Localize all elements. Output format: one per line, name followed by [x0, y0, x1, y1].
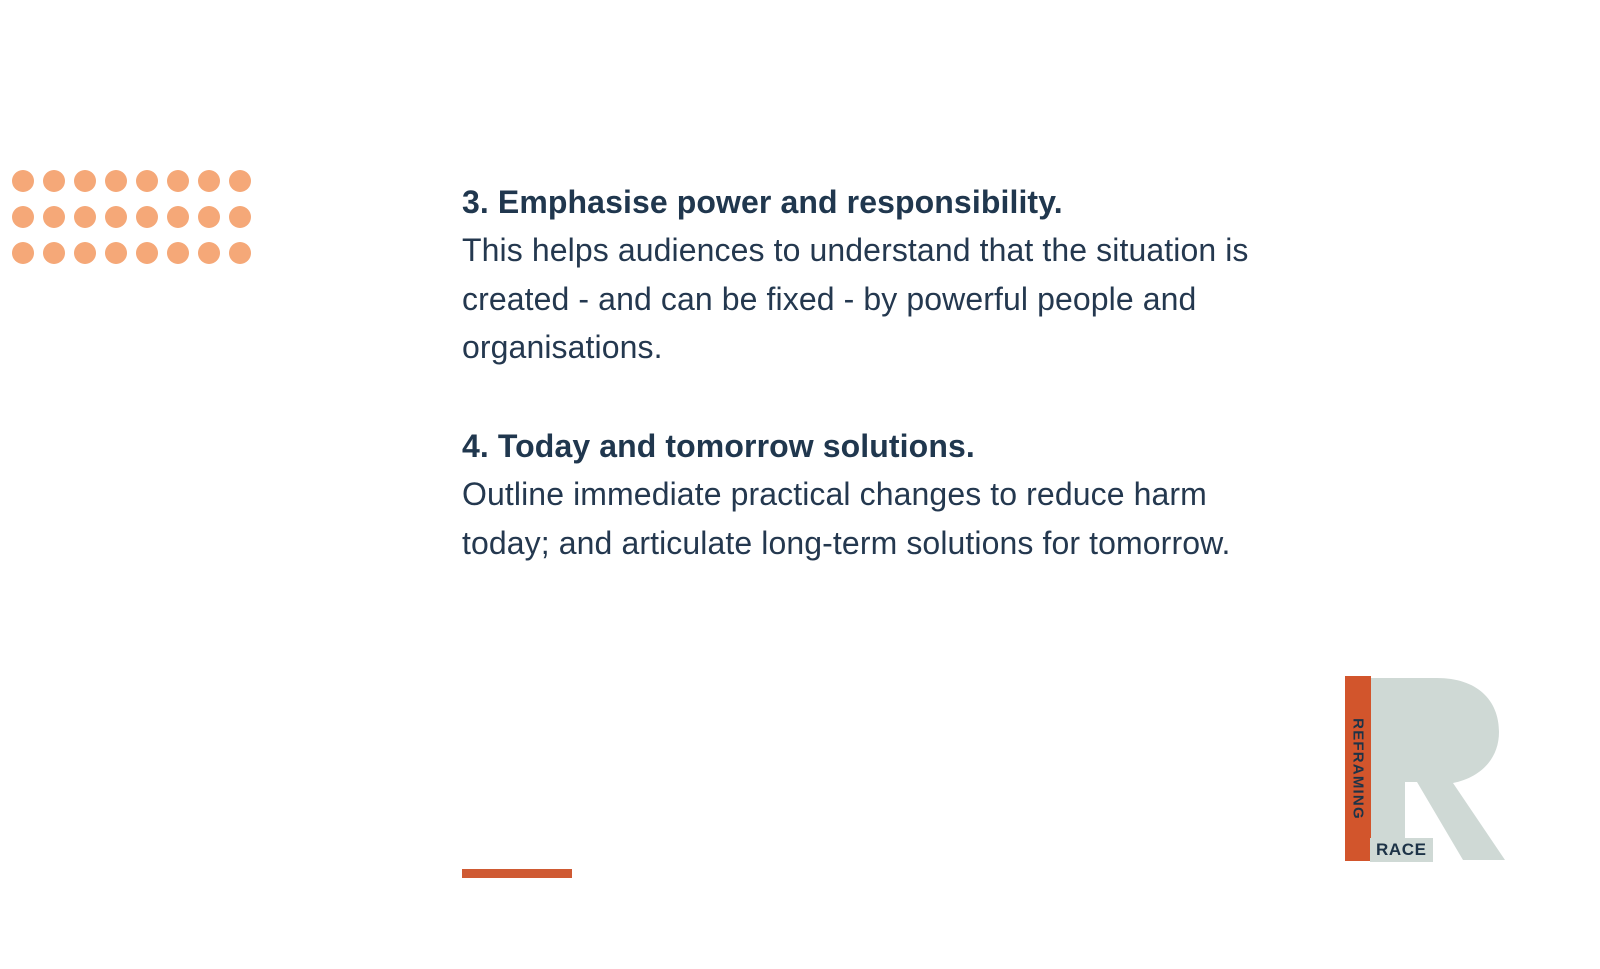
dot: [105, 206, 127, 228]
logo-vertical-text: REFRAMING: [1349, 717, 1367, 820]
dot: [43, 170, 65, 192]
dot: [12, 206, 34, 228]
dot: [105, 242, 127, 264]
dot: [43, 206, 65, 228]
dot: [12, 170, 34, 192]
dot: [136, 170, 158, 192]
guidance-block-4-body: Outline immediate practical changes to reduce harm today; and articulate long-term solutions for tomorrow.: [462, 475, 1231, 561]
logo-r-letter-icon: [1359, 674, 1509, 864]
dot: [229, 170, 251, 192]
logo-vertical-bar: [1345, 676, 1371, 861]
dot: [198, 242, 220, 264]
dot: [136, 206, 158, 228]
dot: [12, 242, 34, 264]
dot: [198, 170, 220, 192]
dot: [74, 206, 96, 228]
accent-rule: [462, 869, 572, 878]
dot: [198, 206, 220, 228]
dot: [167, 206, 189, 228]
dot: [136, 242, 158, 264]
guidance-block-3-body: This helps audiences to understand that the situation is created - and can be fixed - by powerful people and organisations.: [462, 232, 1249, 366]
dot: [167, 242, 189, 264]
dot: [229, 242, 251, 264]
logo-race-text: RACE: [1370, 838, 1433, 862]
dot: [229, 206, 251, 228]
dot: [43, 242, 65, 264]
guidance-block-4-heading: 4. Today and tomorrow solutions.: [462, 427, 975, 464]
guidance-block-3: [462, 178, 1292, 372]
guidance-block-3-heading: 3. Emphasise power and responsibility.: [462, 184, 1063, 220]
decorative-dot-grid: [12, 170, 260, 278]
dot: [167, 170, 189, 192]
dot: [74, 242, 96, 264]
reframing-race-logo: [1345, 676, 1505, 876]
dot: [74, 170, 96, 192]
slide-content: [462, 178, 1292, 567]
dot: [105, 170, 127, 192]
guidance-block-4: [462, 422, 1292, 567]
